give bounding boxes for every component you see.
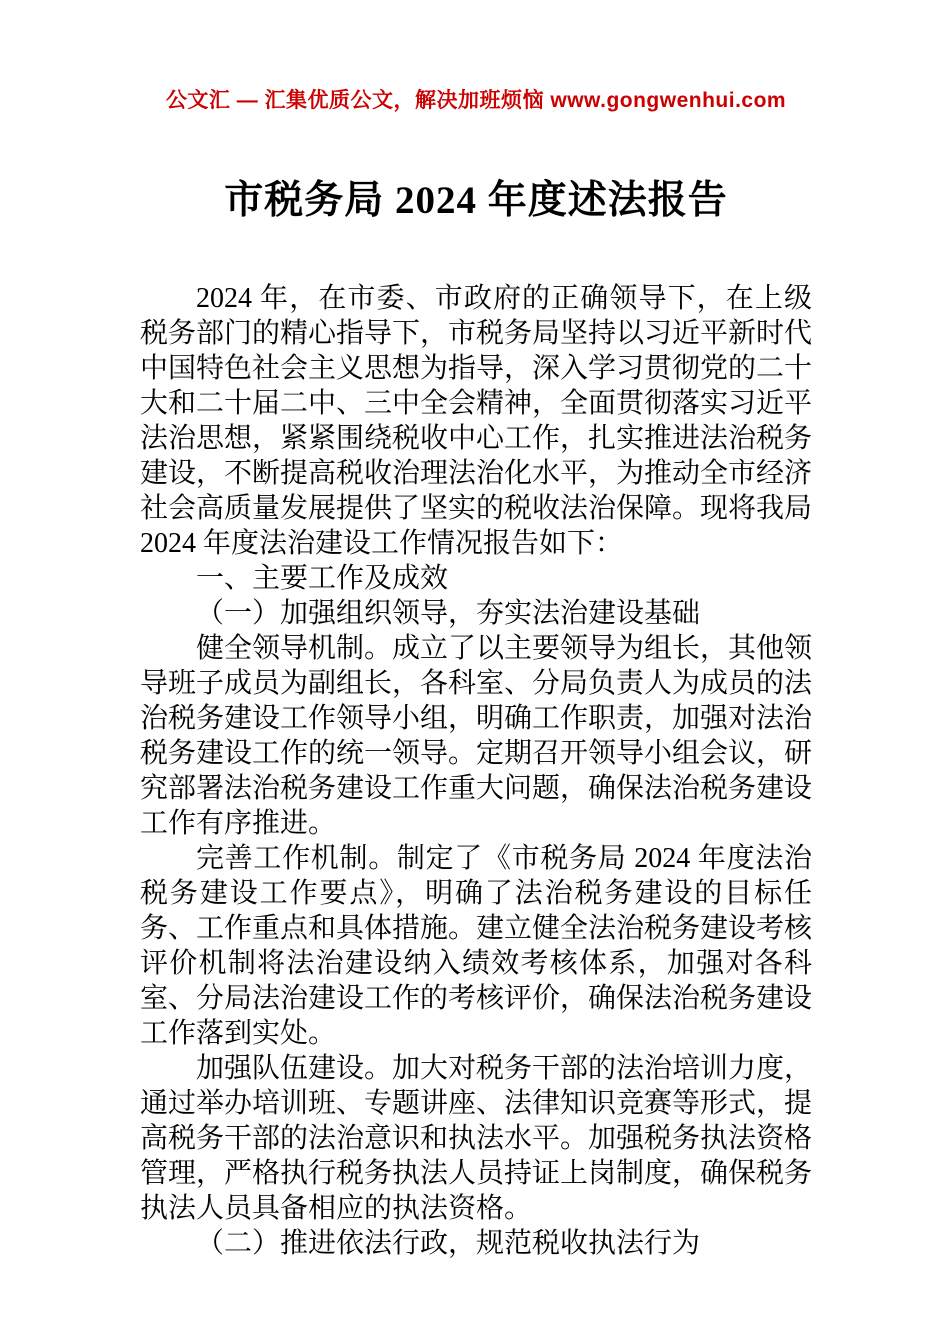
paragraph: （一）加强组织领导，夯实法治建设基础 — [196, 597, 701, 629]
paragraph: 健全领导机制。成立了以主要领导为组长，其他领导班子成员为副组长，各科室、分局负责人为成员的法治税务建设工作领导小组，明确工作职责，加强对法治税务建设工作的统一领导。定期召开领导小组会议，研究部署法治税务建设工作重大问题，确保法治税务建设工作有序推进。 — [140, 632, 813, 839]
paragraph: （二）推进依法行政，规范税收执法行为 — [196, 1227, 701, 1259]
paragraph: 一、主要工作及成效 — [196, 562, 449, 594]
site-header-text: 公文汇 — 汇集优质公文，解决加班烦恼 www.gongwenhui.com — [165, 89, 787, 112]
paragraph: 完善工作机制。制定了《市税务局 2024 年度法治税务建设工作要点》，明确了法治税务建设的目标任务、工作重点和具体措施。建立健全法治税务建设考核评价机制将法治建设纳入绩效考核体系，加强对各科室、分局法治建设工作的考核评价，确保法治税务建设工作落到实处。 — [140, 842, 813, 1049]
document-title: 市税务局 2024 年度述法报告 — [224, 179, 728, 222]
paragraph: 加强队伍建设。加大对税务干部的法治培训力度，通过举办培训班、专题讲座、法律知识竞赛等形式，提高税务干部的法治意识和执法水平。加强税务执法资格管理，严格执行税务执法人员持证上岗制度，确保税务执法人员具备相应的执法资格。 — [140, 1052, 813, 1224]
paragraph: 2024 年，在市委、市政府的正确领导下，在上级税务部门的精心指导下，市税务局坚持以习近平新时代中国特色社会主义思想为指导，深入学习贯彻党的二十大和二十届二中、三中全会精神，全面贯彻落实习近平法治思想，紧紧围绕税收中心工作，扎实推进法治税务建设，不断提高税收治理法治化水平，为推动全市经济社会高质量发展提供了坚实的税收法治保障。现将我局 2024 年度法治建设工作情况报告如下： — [140, 282, 813, 559]
document-body — [140, 281, 812, 1261]
